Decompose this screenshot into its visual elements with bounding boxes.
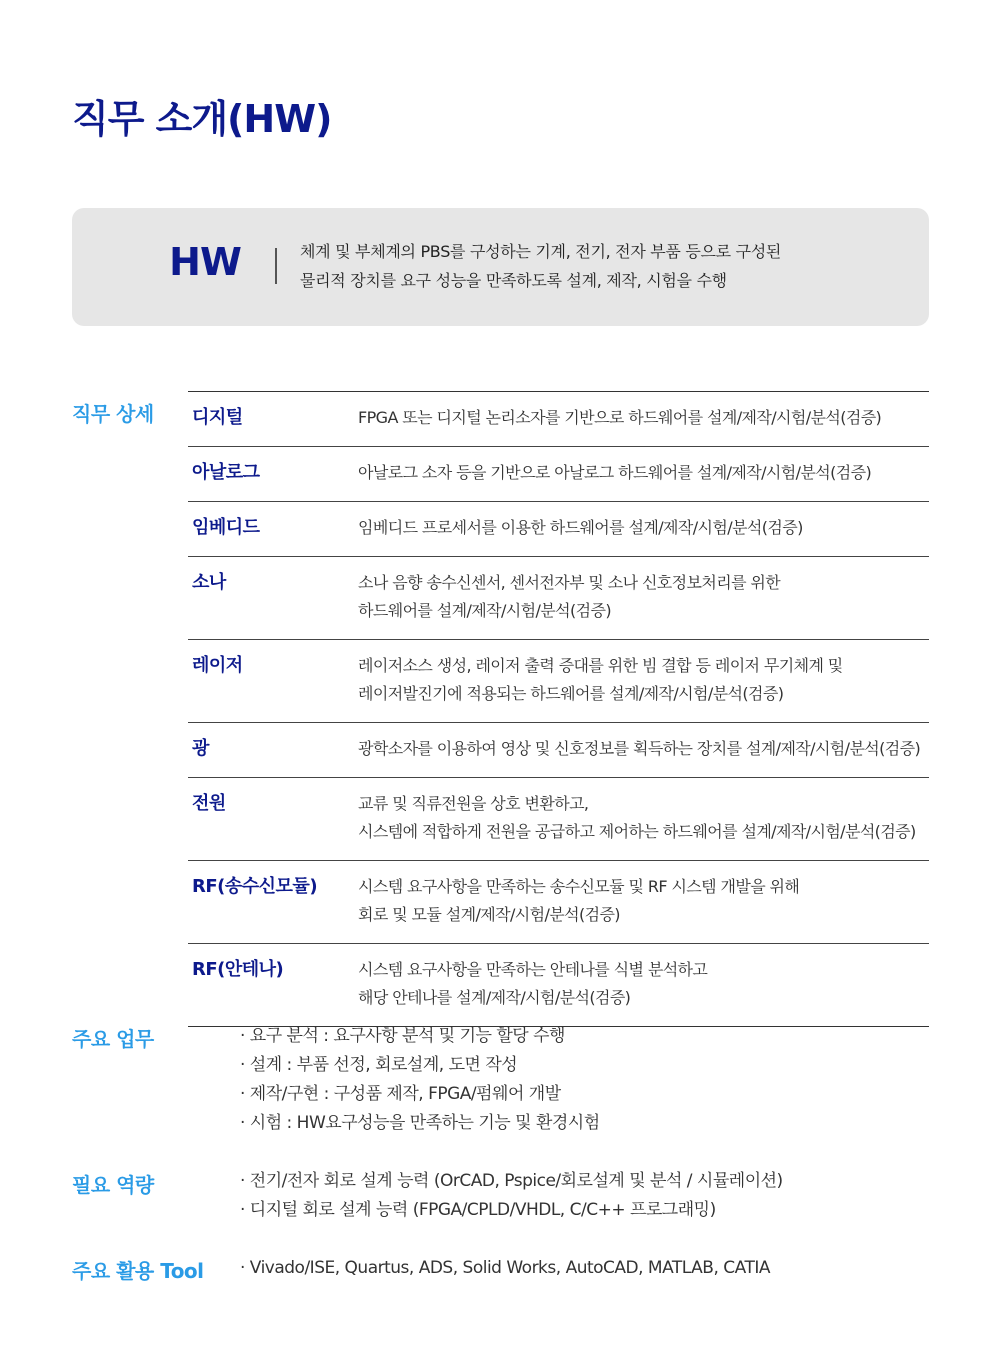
detail-name: 레이저	[192, 655, 243, 676]
detail-row	[188, 446, 929, 501]
detail-row	[188, 777, 929, 860]
detail-name: 임베디드	[192, 517, 260, 538]
detail-name: 전원	[192, 793, 226, 814]
tasks-heading: 주요 업무	[72, 1027, 154, 1051]
detail-name: 디지털	[192, 407, 243, 428]
detail-row	[188, 722, 929, 777]
list-item: · 시험 : HW요구성능을 만족하는 기능 및 환경시험	[240, 1113, 600, 1133]
tasks-list	[240, 1022, 600, 1138]
list-item: · Vivado/ISE, Quartus, ADS, Solid Works, AutoCAD, MATLAB, CATIA	[240, 1258, 770, 1278]
detail-name: 광	[192, 738, 209, 759]
summary-line-2: 물리적 장치를 요구 성능을 만족하도록 설계, 제작, 시험을 수행	[300, 271, 727, 290]
summary-divider	[275, 248, 277, 284]
detail-row	[188, 392, 929, 446]
detail-row	[188, 639, 929, 722]
detail-desc: 아날로그 소자 등을 기반으로 아날로그 하드웨어를 설계/제작/시험/분석(검증)	[358, 463, 872, 482]
tools-list	[240, 1254, 770, 1283]
detail-desc: 교류 및 직류전원을 상호 변환하고, 시스템에 적합하게 전원을 공급하고 제어하는 하드웨어를 설계/제작/시험/분석(검증)	[358, 794, 916, 841]
detail-row	[188, 860, 929, 943]
detail-desc: 광학소자를 이용하여 영상 및 신호정보를 획득하는 장치를 설계/제작/시험/분석(검증)	[358, 739, 921, 758]
detail-desc: 레이저소스 생성, 레이저 출력 증대를 위한 빔 결합 등 레이저 무기체계 및 레이저발진기에 적용되는 하드웨어를 설계/제작/시험/분석(검증)	[358, 656, 843, 703]
detail-name: RF(안테나)	[192, 959, 284, 980]
detail-desc: 시스템 요구사항을 만족하는 송수신모듈 및 RF 시스템 개발을 위해 회로 및 모듈 설계/제작/시험/분석(검증)	[358, 877, 800, 924]
skills-heading: 필요 역량	[72, 1173, 154, 1197]
detail-name: RF(송수신모듈)	[192, 876, 318, 897]
detail-desc: 소나 음향 송수신센서, 센서전자부 및 소나 신호정보처리를 위한 하드웨어를 설계/제작/시험/분석(검증)	[358, 573, 781, 620]
detail-desc: 시스템 요구사항을 만족하는 안테나를 식별 분석하고 해당 안테나를 설계/제작/시험/분석(검증)	[358, 960, 708, 1007]
detail-desc: FPGA 또는 디지털 논리소자를 기반으로 하드웨어를 설계/제작/시험/분석(검증)	[358, 408, 882, 427]
list-item: · 전기/전자 회로 설계 능력 (OrCAD, Pspice/회로설계 및 분석 / 시뮬레이션)	[240, 1171, 783, 1191]
list-item: · 설계 : 부품 선정, 회로설계, 도면 작성	[240, 1055, 518, 1075]
summary-line-1: 체계 및 부체계의 PBS를 구성하는 기계, 전기, 전자 부품 등으로 구성된	[300, 242, 782, 261]
detail-table	[188, 391, 929, 1027]
list-item: · 제작/구현 : 구성품 제작, FPGA/펌웨어 개발	[240, 1084, 561, 1104]
detail-row	[188, 501, 929, 556]
list-item: · 요구 분석 : 요구사항 분석 및 기능 할당 수행	[240, 1026, 565, 1046]
detail-desc: 임베디드 프로세서를 이용한 하드웨어를 설계/제작/시험/분석(검증)	[358, 518, 803, 537]
detail-row	[188, 943, 929, 1026]
tools-heading: 주요 활용 Tool	[72, 1259, 204, 1283]
summary-label: HW	[169, 240, 241, 284]
detail-row	[188, 556, 929, 639]
detail-name: 아날로그	[192, 462, 260, 483]
page-title: 직무 소개(HW)	[72, 97, 332, 141]
summary-box	[72, 208, 929, 326]
detail-name: 소나	[192, 572, 226, 593]
details-heading: 직무 상세	[72, 402, 154, 426]
summary-text	[300, 237, 910, 295]
list-item: · 디지털 회로 설계 능력 (FPGA/CPLD/VHDL, C/C++ 프로그래밍)	[240, 1200, 716, 1220]
skills-list	[240, 1167, 783, 1225]
